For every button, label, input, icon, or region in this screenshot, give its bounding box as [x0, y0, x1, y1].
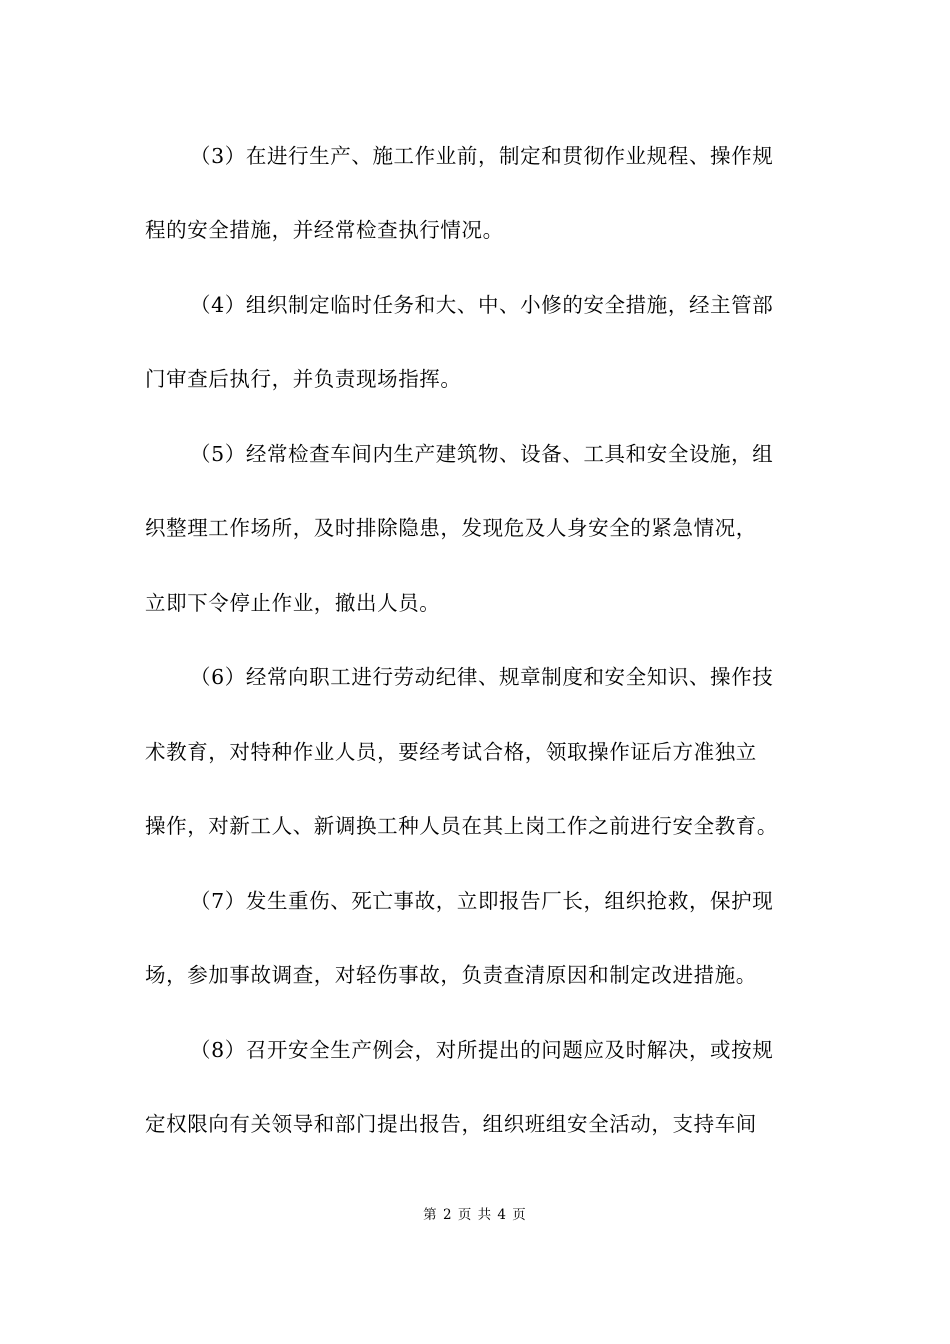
- paragraph-4-line-1: （4）组织制定临时任务和大、中、小修的安全措施，经主管部: [190, 293, 774, 317]
- paragraph-6-line-1: （6）经常向职工进行劳动纪律、规章制度和安全知识、操作技: [190, 665, 774, 689]
- paragraph-6-line-2: 术教育，对特种作业人员，要经考试合格，领取操作证后方准独立: [145, 740, 757, 764]
- paragraph-5-line-3: 立即下令停止作业，撤出人员。: [145, 591, 441, 615]
- paragraph-5-line-1: （5）经常检查车间内生产建筑物、设备、工具和安全设施，组: [190, 442, 774, 466]
- paragraph-8-line-1: （8）召开安全生产例会，对所提出的问题应及时解决，或按规: [190, 1038, 774, 1062]
- paragraph-6-line-3: 操作，对新工人、新调换工种人员在其上岗工作之前进行安全教育。: [145, 814, 778, 838]
- paragraph-3-line-2: 程的安全措施，并经常检查执行情况。: [145, 218, 504, 242]
- paragraph-7-line-1: （7）发生重伤、死亡事故，立即报告厂长，组织抢救，保护现: [190, 889, 774, 913]
- page-number-label: 第 2 页 共 4 页: [423, 1207, 527, 1223]
- paragraph-5-line-2: 织整理工作场所，及时排除隐患，发现危及人身安全的紧急情况，: [145, 516, 757, 540]
- paragraph-3-line-1: （3）在进行生产、施工作业前，制定和贯彻作业规程、操作规: [190, 144, 774, 168]
- paragraph-7-line-2: 场，参加事故调查，对轻伤事故，负责查清原因和制定改进措施。: [145, 963, 757, 987]
- paragraph-8-line-2: 定权限向有关领导和部门提出报告，组织班组安全活动，支持车间: [145, 1112, 757, 1136]
- page-footer: [0, 1206, 950, 1224]
- paragraph-4-line-2: 门审查后执行，并负责现场指挥。: [145, 367, 462, 391]
